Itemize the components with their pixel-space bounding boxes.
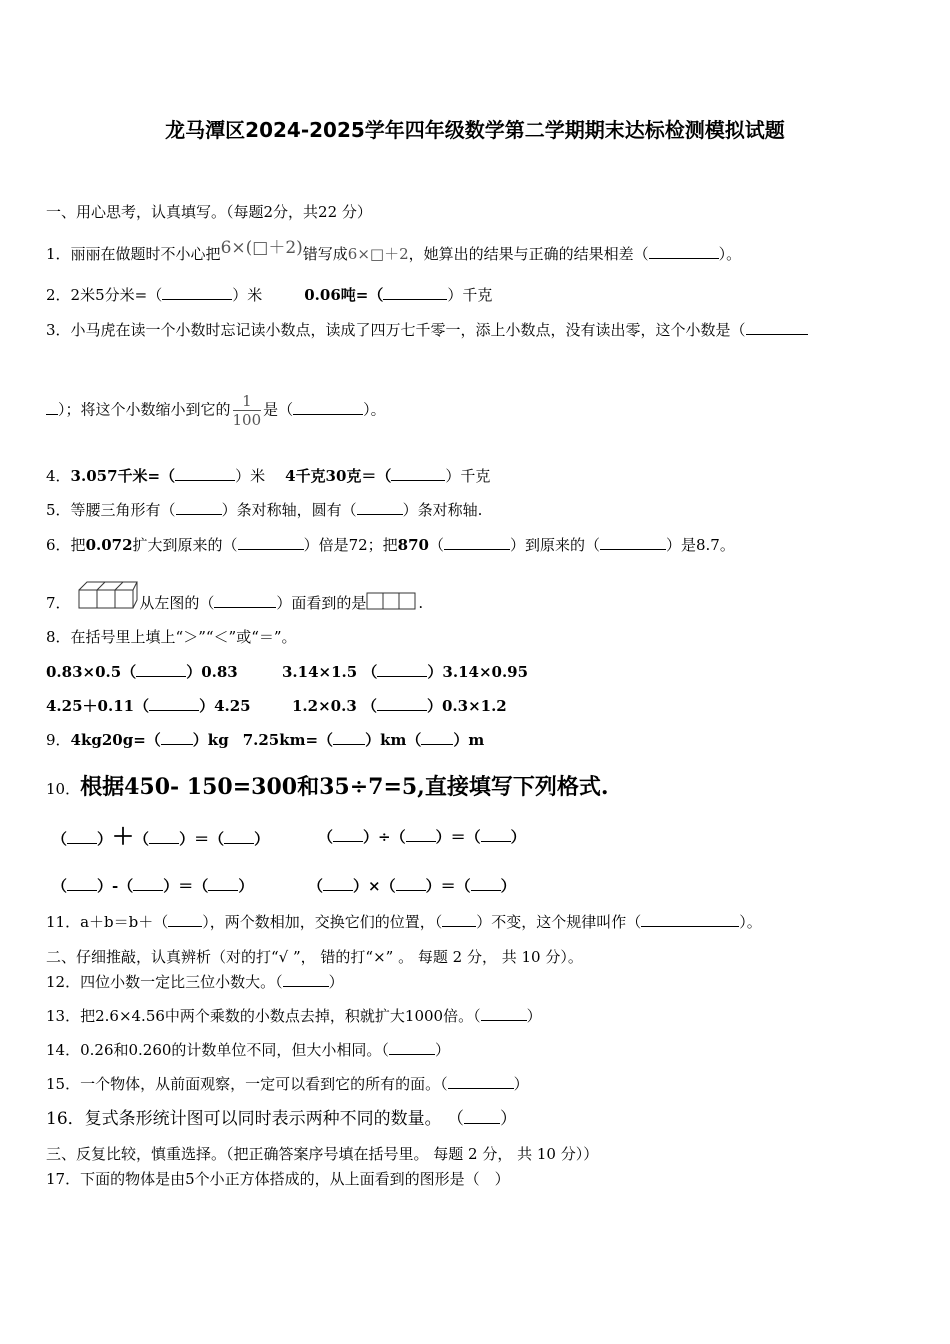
answer-blank-4b[interactable] (391, 466, 445, 481)
answer-blank-13[interactable] (481, 1006, 527, 1021)
answer-blank-9c[interactable] (421, 730, 453, 745)
question-13: 13．把2.6×4.56中两个乘数的小数点去掉，积就扩大1000倍。（ ） (46, 1007, 542, 1025)
q8-row-2: 4.25＋0.11（ ）4.25 1.2×0.3 （ ）0.3×1.2 (46, 697, 507, 715)
question-11: 11．a＋b＝b＋（ ），两个数相加，交换它们的位置，（ ）不变，这个规律叫作（ ）。 (46, 913, 762, 931)
section-2-heading: 二、仔细推敲，认真辨析（对的打“√ ”， 错的打“×” 。 每题 2 分， 共 10 分）。 (46, 948, 583, 966)
answer-blank-10i[interactable] (208, 876, 238, 891)
q10-row-1: （ ）＋（ ）＝（ ） （ ）÷（ ）＝（ ） (52, 824, 526, 850)
answer-blank-12[interactable] (283, 972, 329, 987)
answer-blank-16[interactable] (464, 1109, 500, 1124)
answer-blank-11c[interactable] (641, 912, 739, 927)
answer-blank-10g[interactable] (67, 876, 97, 891)
question-10: 10．根据450- 150=300和35÷7=5,直接填写下列格式. (46, 774, 609, 800)
question-3: 3．小马虎在读一个小数时忘记读小数点，读成了四万七千零一，添上小数点，没有读出零，这个小数是（ (46, 320, 808, 340)
section-1-heading: 一、用心思考，认真填写。（每题2分，共22 分） (46, 203, 372, 221)
question-9: 9．4kg20g=（ ）kg 7.25km=（ ）km（ ）m (46, 731, 485, 749)
answer-blank-8d[interactable] (377, 696, 427, 711)
answer-blank-10e[interactable] (406, 827, 436, 842)
question-17: 17．下面的物体是由5个小正方体搭成的，从上面看到的图形是（ ） (46, 1170, 510, 1188)
cuboid-figure (77, 580, 139, 610)
answer-blank-10k[interactable] (396, 876, 426, 891)
answer-blank-3a[interactable] (746, 320, 808, 335)
question-15: 15．一个物体，从前面观察，一定可以看到它的所有的面。（ ） (46, 1075, 529, 1093)
answer-blank-11b[interactable] (442, 912, 476, 927)
answer-blank-10d[interactable] (333, 827, 363, 842)
answer-blank-14[interactable] (389, 1040, 435, 1055)
question-2: 2．2米5分米=（ ）米 0.06吨=（ ）千克 (46, 286, 493, 304)
answer-blank-2a[interactable] (162, 285, 232, 300)
question-6: 6．把0.072扩大到原来的（ ）倍是72；把870（ ）到原来的（ ）是8.7。 (46, 536, 735, 554)
answer-blank-10b[interactable] (149, 829, 179, 844)
answer-blank-6b[interactable] (444, 535, 510, 550)
answer-blank-4a[interactable] (175, 466, 235, 481)
answer-blank-10l[interactable] (471, 876, 501, 891)
answer-blank-5b[interactable] (357, 500, 403, 515)
question-1: 1．丽丽在做题时不小心把6×(□＋2)错写成6×□＋2，她算出的结果与正确的结果相差（ ）。 (46, 238, 742, 263)
question-3-continued: ）；将这个小数缩小到它的 $\frac{1}{100}$ 是（ ）。 (46, 392, 386, 429)
side-view-figure (366, 592, 418, 610)
question-12: 12．四位小数一定比三位小数大。（ ） (46, 973, 344, 991)
answer-blank-10f[interactable] (481, 827, 511, 842)
answer-blank-6a[interactable] (238, 535, 304, 550)
answer-blank-7[interactable] (214, 593, 276, 608)
answer-blank-8b[interactable] (377, 662, 427, 677)
q8-row-1: 0.83×0.5（ ）0.83 3.14×1.5 （ ）3.14×0.95 (46, 663, 529, 681)
question-number: 1． (46, 245, 71, 263)
question-4: 4．3.057千米=（ ）米 4千克30克＝（ ）千克 (46, 467, 491, 485)
answer-blank-10j[interactable] (323, 876, 353, 891)
expression-wrong: 6×□＋2 (347, 245, 409, 263)
answer-blank-1[interactable] (649, 244, 719, 259)
answer-blank-9a[interactable] (161, 730, 193, 745)
fraction: $\frac{1}{100}$ (232, 392, 262, 429)
q10-row-2: （ ）-（ ）＝（ ） （ ）×（ ）＝（ ） (52, 877, 516, 895)
answer-blank-6c[interactable] (600, 535, 666, 550)
page-title: 龙马潭区2024-2025学年四年级数学第二学期期末达标检测模拟试题 (165, 118, 785, 142)
answer-blank-8a[interactable] (136, 662, 186, 677)
answer-blank-10c[interactable] (224, 829, 254, 844)
question-7: 7． 从左图的（ ）面看到的是 . (46, 580, 423, 613)
section-3-heading: 三、反复比较，慎重选择。（把正确答案序号填在括号里。 每题 2 分， 共 10 分）） (46, 1145, 599, 1163)
answer-blank-9b[interactable] (333, 730, 365, 745)
question-8: 8．在括号里上填上“＞”“＜”或“＝”。 (46, 628, 297, 646)
question-5: 5．等腰三角形有（ ）条对称轴，圆有（ ）条对称轴. (46, 501, 483, 519)
expression-correct: 6×(□＋2) (220, 238, 303, 258)
question-16: 16．复式条形统计图可以同时表示两种不同的数量。 （ ） (46, 1109, 518, 1129)
answer-blank-2b[interactable] (383, 285, 447, 300)
answer-blank-10h[interactable] (133, 876, 163, 891)
answer-blank-8c[interactable] (149, 696, 199, 711)
answer-blank-5a[interactable] (176, 500, 222, 515)
question-14: 14．0.26和0.260的计数单位不同，但大小相同。（ ） (46, 1041, 450, 1059)
answer-blank-10a[interactable] (67, 829, 97, 844)
answer-blank-11a[interactable] (168, 912, 202, 927)
answer-blank-3b[interactable] (293, 400, 363, 415)
answer-blank-15[interactable] (448, 1074, 514, 1089)
